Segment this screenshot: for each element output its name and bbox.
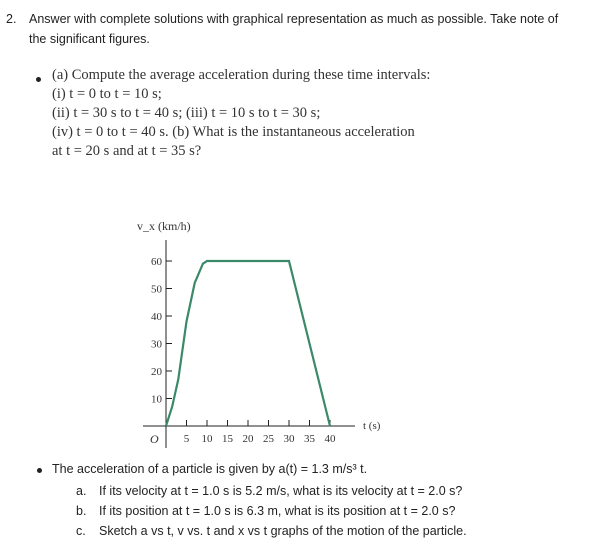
velocity-curve xyxy=(166,261,330,426)
y-tick-label: 20 xyxy=(151,366,162,378)
question-instruction-line1: Answer with complete solutions with graphical representation as much as possible. Take note of xyxy=(29,12,559,26)
item-text: If its velocity at t = 1.0 s is 5.2 m/s, what is its velocity at t = 2.0 s? xyxy=(99,484,463,498)
item-label: b. xyxy=(76,504,87,518)
y-tick-label: 40 xyxy=(151,311,162,323)
x-tick-label: 15 xyxy=(222,433,233,445)
question-number: 2. xyxy=(6,12,17,26)
x-tick-label: 40 xyxy=(324,433,336,445)
item-text: If its position at t = 1.0 s is 6.3 m, what is its position at t = 2.0 s? xyxy=(99,504,456,518)
y-tick-label: 10 xyxy=(151,393,162,406)
problem-a-line: (a) Compute the average acceleration during these time intervals: xyxy=(52,67,431,83)
problem-a-line: (i) t = 0 to t = 10 s; xyxy=(52,86,162,102)
origin-label: O xyxy=(150,432,159,446)
y-tick-label: 60 xyxy=(151,256,162,268)
x-tick-label: 35 xyxy=(304,433,315,445)
x-tick-label: 25 xyxy=(263,433,274,445)
y-axis-label: v_x (km/h) xyxy=(137,219,191,233)
x-tick-label: 10 xyxy=(201,433,213,445)
problem-a-line: at t = 20 s and at t = 35 s? xyxy=(52,143,202,159)
problem-a-line: (iv) t = 0 to t = 40 s. (b) What is the instantaneous acceleration xyxy=(52,124,415,140)
x-tick-label: 30 xyxy=(283,433,295,445)
item-label: c. xyxy=(76,524,86,538)
problem-2-intro: The acceleration of a particle is given by a(t) = 1.3 m/s³ t. xyxy=(52,462,368,476)
x-axis-label: t (s) xyxy=(363,420,381,432)
y-tick-label: 30 xyxy=(151,338,162,351)
question-instruction-line2: the significant figures. xyxy=(29,32,150,46)
y-tick-label: 50 xyxy=(151,283,162,296)
problem-a-line: (ii) t = 30 s to t = 40 s; (iii) t = 10 s to t = 30 s; xyxy=(52,105,321,121)
bullet-icon xyxy=(37,468,42,473)
x-tick-label: 5 xyxy=(183,433,190,445)
x-tick-label: 20 xyxy=(242,433,254,445)
item-label: a. xyxy=(76,484,87,498)
item-text: Sketch a vs t, v vs. t and x vs t graphs of the motion of the particle. xyxy=(99,524,467,538)
